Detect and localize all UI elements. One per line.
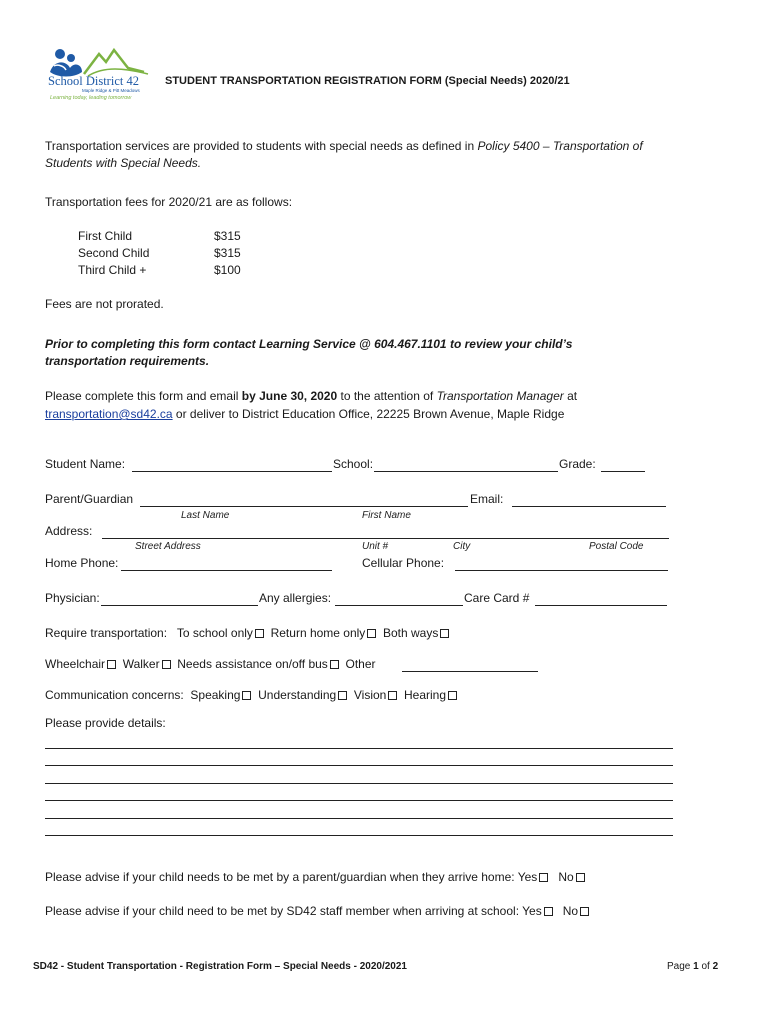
school-field[interactable] xyxy=(374,471,558,472)
details-label: Please provide details: xyxy=(45,716,166,730)
allergies-field[interactable] xyxy=(335,605,463,606)
communication-row xyxy=(45,688,457,702)
other-field[interactable] xyxy=(402,671,538,672)
fee-amount: $315 xyxy=(214,229,241,243)
prior-notice-line1: Prior to completing this form contact Learning Service @ 604.467.1101 to review your child’s xyxy=(45,337,573,351)
transport-row xyxy=(45,626,449,640)
no-label: No xyxy=(562,904,579,918)
walker-label: Walker xyxy=(122,657,160,671)
vision-checkbox[interactable] xyxy=(388,691,397,700)
fees-table xyxy=(78,228,241,279)
assist-label: Needs assistance on/off bus xyxy=(177,657,328,671)
fee-label: Second Child xyxy=(78,246,150,260)
details-line[interactable] xyxy=(45,800,673,801)
mobility-row xyxy=(45,657,376,671)
fee-amount: $100 xyxy=(214,263,241,277)
address-label: Address: xyxy=(45,524,93,538)
parent-label: Parent/Guardian xyxy=(45,492,134,506)
submit-deadline: by June 30, 2020 xyxy=(241,389,338,403)
fee-label: Third Child + xyxy=(78,263,147,277)
email-link[interactable]: transportation@sd42.ca xyxy=(45,407,173,421)
submit-pre: Please complete this form and email xyxy=(45,389,242,403)
submit-post: at xyxy=(563,389,578,403)
to-school-label: To school only xyxy=(176,626,253,640)
fee-amount: $315 xyxy=(214,246,241,260)
policy-reference-cont: Students with Special Needs. xyxy=(45,156,202,170)
hearing-checkbox[interactable] xyxy=(448,691,457,700)
care-card-label: Care Card # xyxy=(464,591,530,605)
grade-field[interactable] xyxy=(601,471,645,472)
form-title: STUDENT TRANSPORTATION REGISTRATION FORM (Special Needs) 2020/21 xyxy=(165,75,570,87)
address-field[interactable] xyxy=(102,538,669,539)
wheelchair-label: Wheelchair xyxy=(45,657,106,671)
cell-phone-field[interactable] xyxy=(455,570,668,571)
submit-mid: to the attention of xyxy=(337,389,437,403)
parent-field[interactable] xyxy=(140,506,468,507)
no-label: No xyxy=(558,870,574,884)
staff-meet-no-checkbox[interactable] xyxy=(580,907,589,916)
details-line[interactable] xyxy=(45,835,673,836)
prior-notice-line2: transportation requirements. xyxy=(45,354,210,368)
page-of: of xyxy=(698,961,713,972)
email-label: Email: xyxy=(470,492,504,506)
logo-district-name: School District 42 xyxy=(48,74,139,88)
prior-notice xyxy=(45,336,572,370)
page-total: 2 xyxy=(712,961,719,972)
school-label: School: xyxy=(333,457,374,471)
speaking-checkbox[interactable] xyxy=(242,691,251,700)
fee-row xyxy=(78,262,241,279)
city-caption: City xyxy=(453,541,471,552)
logo-tagline: Learning today, leading tomorrow xyxy=(50,95,132,101)
parent-meet-no-checkbox[interactable] xyxy=(576,873,585,882)
page-current: 1 xyxy=(693,961,699,972)
return-home-label: Return home only xyxy=(270,626,366,640)
parent-meet-yes-checkbox[interactable] xyxy=(539,873,548,882)
page-number xyxy=(667,961,718,972)
care-card-field[interactable] xyxy=(535,605,667,606)
understanding-label: Understanding xyxy=(258,688,337,702)
last-name-caption: Last Name xyxy=(181,510,230,521)
vision-label: Vision xyxy=(353,688,387,702)
grade-label: Grade: xyxy=(559,457,596,471)
question-parent-meet xyxy=(45,870,585,884)
details-line[interactable] xyxy=(45,765,673,766)
email-field[interactable] xyxy=(512,506,666,507)
fees-note: Fees are not prorated. xyxy=(45,297,164,311)
policy-reference: Policy 5400 – Transportation of xyxy=(477,139,643,153)
communication-label: Communication concerns: xyxy=(45,688,184,702)
other-label: Other xyxy=(345,657,376,671)
fee-label: First Child xyxy=(78,229,133,243)
question-staff-meet xyxy=(45,904,589,918)
hearing-label: Hearing xyxy=(404,688,447,702)
question-staff-text: Please advise if your child need to be met by SD42 staff member when arriving at school: Yes xyxy=(45,904,542,918)
page-prefix: Page xyxy=(667,961,694,972)
both-ways-checkbox[interactable] xyxy=(440,629,449,638)
logo-subtitle: Maple Ridge & Pitt Meadows xyxy=(82,88,140,93)
district-logo xyxy=(44,44,156,106)
fees-heading: Transportation fees for 2020/21 are as follows: xyxy=(45,195,293,209)
wheelchair-checkbox[interactable] xyxy=(107,660,116,669)
unit-caption: Unit # xyxy=(362,541,389,552)
walker-checkbox[interactable] xyxy=(162,660,171,669)
student-name-field[interactable] xyxy=(132,471,332,472)
intro-text: Transportation services are provided to students with special needs as defined in xyxy=(45,139,478,153)
first-name-caption: First Name xyxy=(362,510,411,521)
submit-rest: or deliver to District Education Office, 22225 Brown Avenue, Maple Ridge xyxy=(172,407,565,421)
home-phone-field[interactable] xyxy=(121,570,332,571)
fee-row xyxy=(78,245,241,262)
staff-meet-yes-checkbox[interactable] xyxy=(544,907,553,916)
details-line[interactable] xyxy=(45,748,673,749)
cell-phone-label: Cellular Phone: xyxy=(362,556,445,570)
street-caption: Street Address xyxy=(135,541,201,552)
to-school-checkbox[interactable] xyxy=(255,629,264,638)
allergies-label: Any allergies: xyxy=(259,591,332,605)
intro-paragraph xyxy=(45,138,735,172)
understanding-checkbox[interactable] xyxy=(338,691,347,700)
transport-label: Require transportation: xyxy=(45,626,168,640)
question-parent-text: Please advise if your child needs to be met by a parent/guardian when they arrive home: Yes xyxy=(45,870,538,884)
postal-caption: Postal Code xyxy=(589,541,644,552)
assist-checkbox[interactable] xyxy=(330,660,339,669)
details-line[interactable] xyxy=(45,818,673,819)
physician-label: Physician: xyxy=(45,591,100,605)
speaking-label: Speaking xyxy=(190,688,241,702)
student-name-label: Student Name: xyxy=(45,457,126,471)
return-home-checkbox[interactable] xyxy=(367,629,376,638)
submit-manager: Transportation Manager xyxy=(436,389,564,403)
physician-field[interactable] xyxy=(101,605,258,606)
fee-row xyxy=(78,228,241,245)
submit-instructions xyxy=(45,387,745,423)
both-ways-label: Both ways xyxy=(382,626,439,640)
details-line[interactable] xyxy=(45,783,673,784)
footer-title: SD42 - Student Transportation - Registration Form – Special Needs - 2020/2021 xyxy=(33,961,407,972)
home-phone-label: Home Phone: xyxy=(45,556,119,570)
